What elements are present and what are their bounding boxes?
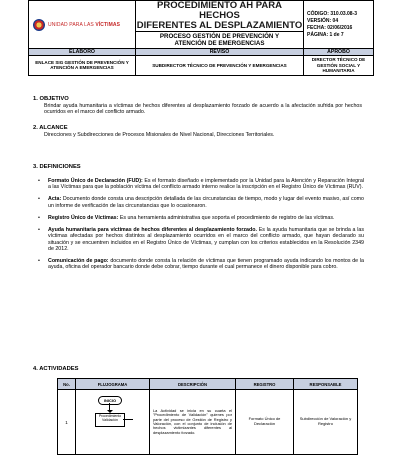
col-header-responsable: RESPONSABLE — [294, 379, 358, 390]
activity-responsible: Subdirección de Valoración y Registro — [294, 390, 358, 455]
elaboro-value: ENLACE SIG GESTIÓN DE PREVENCIÓN Y ATENCIÓN A EMERGENCIAS — [29, 56, 136, 76]
col-header-descripcion: DESCRIPCIÓN — [150, 379, 236, 390]
section-definiciones-title: 3. DEFINICIONES — [33, 164, 81, 170]
colombia-seal-icon — [33, 19, 45, 31]
activity-number: 1 — [58, 390, 76, 455]
document-metadata — [304, 1, 374, 49]
section-alcance-title: 2. ALCANCE — [33, 125, 68, 131]
doc-page: PÁGINA: 1 de 7 — [307, 31, 344, 38]
definitions-list — [38, 178, 364, 276]
doc-date: FECHA: 02/06/2016 — [307, 24, 353, 31]
section-alcance-text: Direcciones y Subdirecciones de Procesos Misionales de Nivel Nacional, Direcciones Territoriales. — [44, 132, 275, 138]
doc-code: CÓDIGO: 310.03.08-3 — [307, 10, 358, 17]
col-header-no: No. — [58, 379, 76, 390]
logo-cell — [29, 1, 136, 49]
activities-table — [57, 378, 358, 455]
table-row — [58, 390, 358, 455]
aprobo-header: APROBÓ — [304, 49, 374, 56]
process-name: PROCESO GESTIÓN DE PREVENCIÓN Y ATENCIÓN DE EMERGENCIAS — [136, 32, 304, 49]
flow-connector — [123, 419, 133, 420]
bullet-icon: • — [38, 226, 40, 233]
definition-item: • Acta: Documento donde consta una descripción detallada de las circunstancias de tiempo, modo y lugar del evento masivo, así como un informe de verificación de las circunstancias que lo ocasionaron. — [38, 196, 364, 209]
document-header — [28, 0, 374, 76]
bullet-icon: • — [38, 258, 40, 265]
flow-process-box: Procedimiento Validación — [95, 413, 125, 427]
flow-start-node: INICIO — [98, 396, 122, 405]
definition-item: • Comunicación de pago: documento donde consta la relación de víctimas que tienen programado ayuda indicando los montos de la ayuda, oficina del operador bancario donde debe cobrar, tiempo durante el cual permanece el dinero disponible para cobro. — [38, 258, 364, 271]
elaboro-header: ELABORÓ — [29, 49, 136, 56]
activity-description: La Actividad se inicia en su cuarta el "Procedimiento de Validación" quienes por parte del proceso de Gestión de Registro y Valoración, con el conjunto de inclusión de hechos victimizantes diferentes al desplazamiento forzado. — [150, 390, 236, 455]
section-objetivo-title: 1. OBJETIVO — [33, 96, 69, 102]
section-actividades-title: 4. ACTIVIDADES — [33, 366, 79, 372]
col-header-registro: REGISTRO — [236, 379, 294, 390]
doc-version: VERSIÓN: 04 — [307, 17, 339, 24]
bullet-icon: • — [38, 214, 40, 221]
bullet-icon: • — [38, 178, 40, 184]
definition-item: • Ayuda humanitaria para víctimas de hechos diferentes al desplazamiento forzado. Es la ayuda humanitaria que se brinda a las víctimas afectadas por hechos distintos al desplazamiento ocurridos en el marco del conflicto armado, que hayan declarado su situación y se encuentren incluidos en el Registro Único de Víctimas, y cumplan con los criterios establecidos en la Resolución 2349 de 2012. — [38, 226, 364, 253]
flowchart-cell — [76, 390, 150, 455]
activity-register: Formato Único de Declaración — [236, 390, 294, 455]
definition-item: • Registro Único de Víctimas: Es una herramienta administrativa que soporta el procedimiento de registro de las víctimas. — [38, 214, 335, 221]
document-title: PROCEDIMIENTO AH PARA HECHOS DIFERENTES AL DESPLAZAMIENTO — [136, 0, 303, 31]
reviso-header: REVISÓ — [136, 49, 304, 56]
section-objetivo-text: Brindar ayuda humanitaria a víctimas de hechos diferentes al desplazamiento forzado de acuerdo a la afectación sufrida por hechos ocurridos en el marco del conflicto armado. — [44, 103, 362, 116]
definition-item: • Formato Único de Declaración (FUD): Es el formato diseñado e implementado por la Unidad para la Atención y Reparación Integral a las Víctimas para que la población víctima del conflicto armado interno realice la inscripción en el Registro Único de Víctimas (RUV). — [38, 178, 364, 191]
aprobo-value: DIRECTOR TÉCNICO DE GESTIÓN SOCIAL Y HUMANITARIA — [304, 56, 374, 76]
unidad-victimas-logo: UNIDAD PARA LAS VÍCTIMAS — [48, 21, 121, 28]
bullet-icon: • — [38, 196, 40, 203]
col-header-flujograma: FLUJOGRAMA — [76, 379, 150, 390]
reviso-value: SUBDIRECTOR TÉCNICO DE PREVENCIÓN Y EMERGENCIAS — [136, 56, 304, 76]
